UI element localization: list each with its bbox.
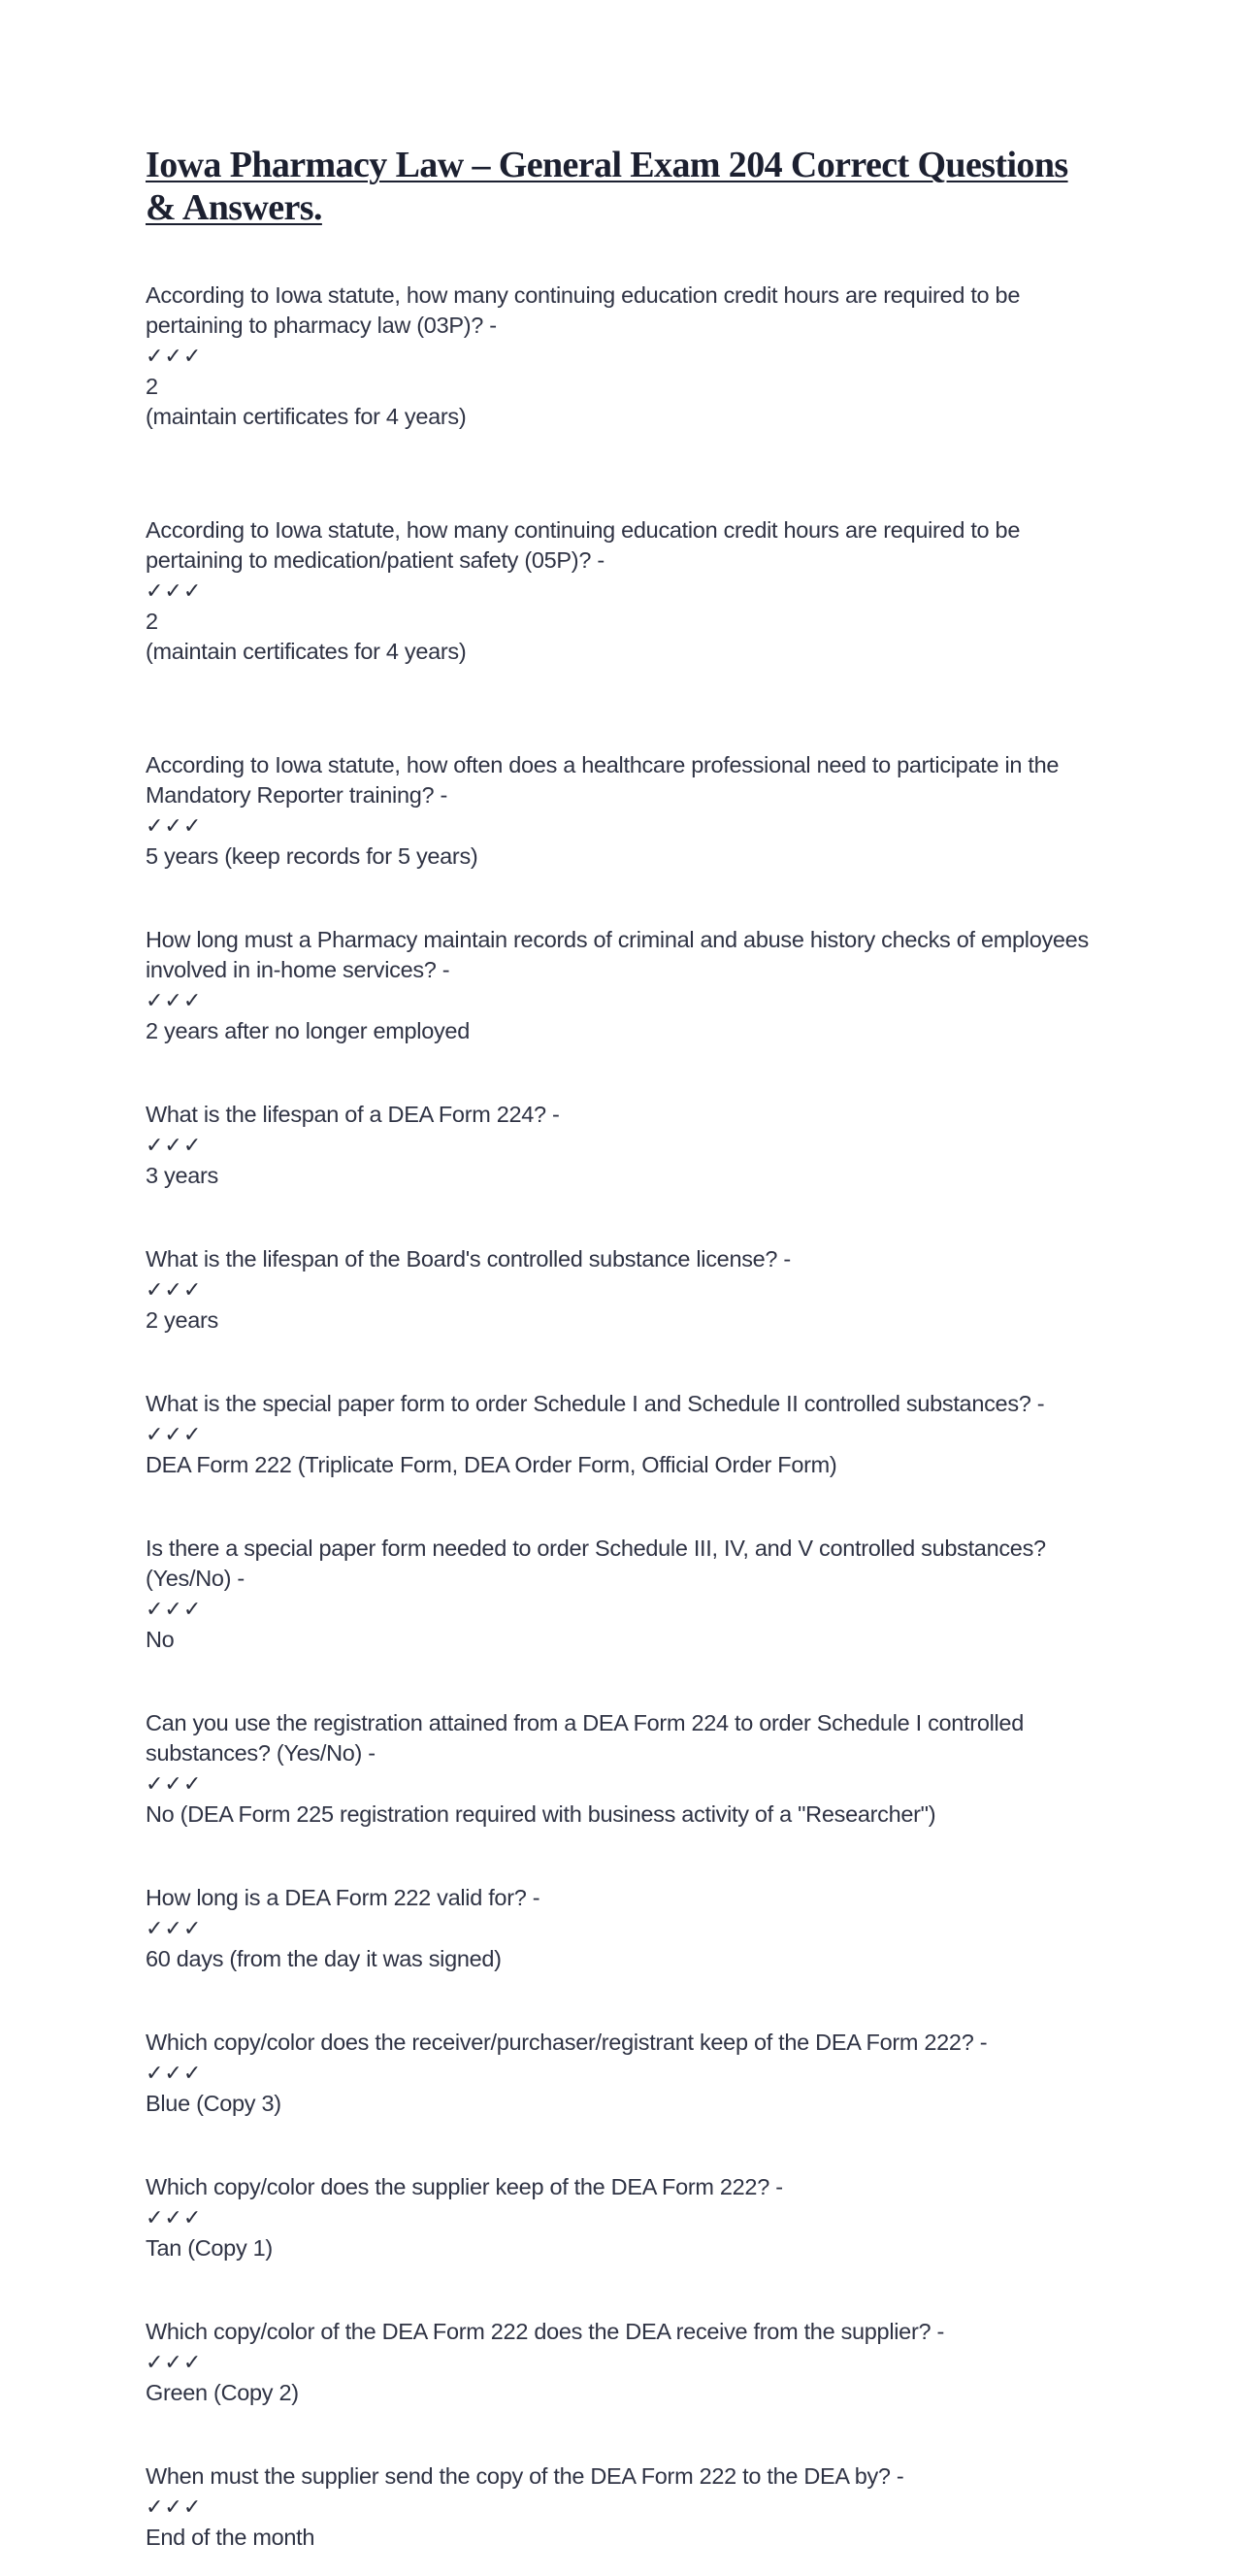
check-marks-icon: ✓✓✓ [146, 2062, 203, 2086]
answer-text: 60 days (from the day it was signed) [146, 1946, 502, 1971]
answer-text: End of the month [146, 2525, 315, 2550]
qa-item [146, 250, 1096, 462]
check-marks-icon: ✓✓✓ [146, 2206, 203, 2230]
question-text: According to Iowa statute, how many continuing education credit hours are required to be pertaining to pharmacy law (03P)? - [146, 282, 1021, 338]
document-page [146, 144, 1096, 2576]
check-marks-icon: ✓✓✓ [146, 1598, 203, 1622]
answer-note: (maintain certificates for 4 years) [146, 639, 467, 664]
qa-item [146, 2431, 1096, 2553]
qa-item [146, 1214, 1096, 1336]
check-marks-icon: ✓✓✓ [146, 2495, 203, 2520]
answer-text: No [146, 1627, 175, 1652]
qa-item [146, 1853, 1096, 1974]
check-marks-icon: ✓✓✓ [146, 2351, 203, 2375]
qa-item [146, 1359, 1096, 1480]
question-text: Which copy/color of the DEA Form 222 does the DEA receive from the supplier? - [146, 2319, 944, 2344]
check-marks-icon: ✓✓✓ [146, 1134, 203, 1158]
question-text: According to Iowa statute, how often does a healthcare professional need to participate in the Mandatory Reporter training? - [146, 752, 1060, 808]
answer-text: Green (Copy 2) [146, 2380, 299, 2405]
qa-item [146, 1503, 1096, 1655]
question-text: What is the lifespan of a DEA Form 224? - [146, 1102, 560, 1127]
qa-item [146, 720, 1096, 872]
answer-text: No (DEA Form 225 registration required with business activity of a "Researcher") [146, 1801, 936, 1827]
check-marks-icon: ✓✓✓ [146, 1917, 203, 1941]
qa-item [146, 2142, 1096, 2263]
qa-item [146, 485, 1096, 697]
check-marks-icon: ✓✓✓ [146, 814, 203, 839]
question-text: How long must a Pharmacy maintain records of criminal and abuse history checks of employees involved in in-home services? - [146, 927, 1089, 982]
check-marks-icon: ✓✓✓ [146, 579, 203, 604]
answer-text: 5 years (keep records for 5 years) [146, 843, 478, 869]
answer-text: 2 years [146, 1307, 218, 1333]
answer-text: 2 [146, 374, 158, 399]
check-marks-icon: ✓✓✓ [146, 1423, 203, 1447]
check-marks-icon: ✓✓✓ [146, 1772, 203, 1797]
question-text: Can you use the registration attained from a DEA Form 224 to order Schedule I controlled substances? (Yes/No) - [146, 1710, 1024, 1766]
answer-text: 2 years after no longer employed [146, 1018, 470, 1043]
answer-text: 3 years [146, 1163, 218, 1188]
question-text: What is the lifespan of the Board's controlled substance license? - [146, 1246, 791, 1271]
qa-item [146, 1998, 1096, 2119]
question-text: Which copy/color does the supplier keep of the DEA Form 222? - [146, 2174, 783, 2199]
question-text: When must the supplier send the copy of the DEA Form 222 to the DEA by? - [146, 2463, 904, 2489]
check-marks-icon: ✓✓✓ [146, 345, 203, 369]
check-marks-icon: ✓✓✓ [146, 989, 203, 1013]
qa-item [146, 1678, 1096, 1830]
answer-text: Blue (Copy 3) [146, 2091, 281, 2116]
answer-text: 2 [146, 609, 158, 634]
question-text: What is the special paper form to order Schedule I and Schedule II controlled substances? - [146, 1391, 1045, 1416]
qa-item [146, 895, 1096, 1046]
qa-item [146, 1070, 1096, 1191]
answer-text: DEA Form 222 (Triplicate Form, DEA Order Form, Official Order Form) [146, 1452, 837, 1477]
question-text: How long is a DEA Form 222 valid for? - [146, 1885, 540, 1910]
question-text: Is there a special paper form needed to order Schedule III, IV, and V controlled substances? (Yes/No) - [146, 1536, 1046, 1591]
question-text: Which copy/color does the receiver/purchaser/registrant keep of the DEA Form 222? - [146, 2030, 988, 2055]
answer-text: Tan (Copy 1) [146, 2235, 273, 2261]
qa-item [146, 2287, 1096, 2408]
answer-note: (maintain certificates for 4 years) [146, 404, 467, 429]
document-title: Iowa Pharmacy Law – General Exam 204 Correct Questions & Answers. [146, 145, 1068, 228]
check-marks-icon: ✓✓✓ [146, 1278, 203, 1303]
question-text: According to Iowa statute, how many continuing education credit hours are required to be pertaining to medication/patient safety (05P)? - [146, 517, 1021, 573]
